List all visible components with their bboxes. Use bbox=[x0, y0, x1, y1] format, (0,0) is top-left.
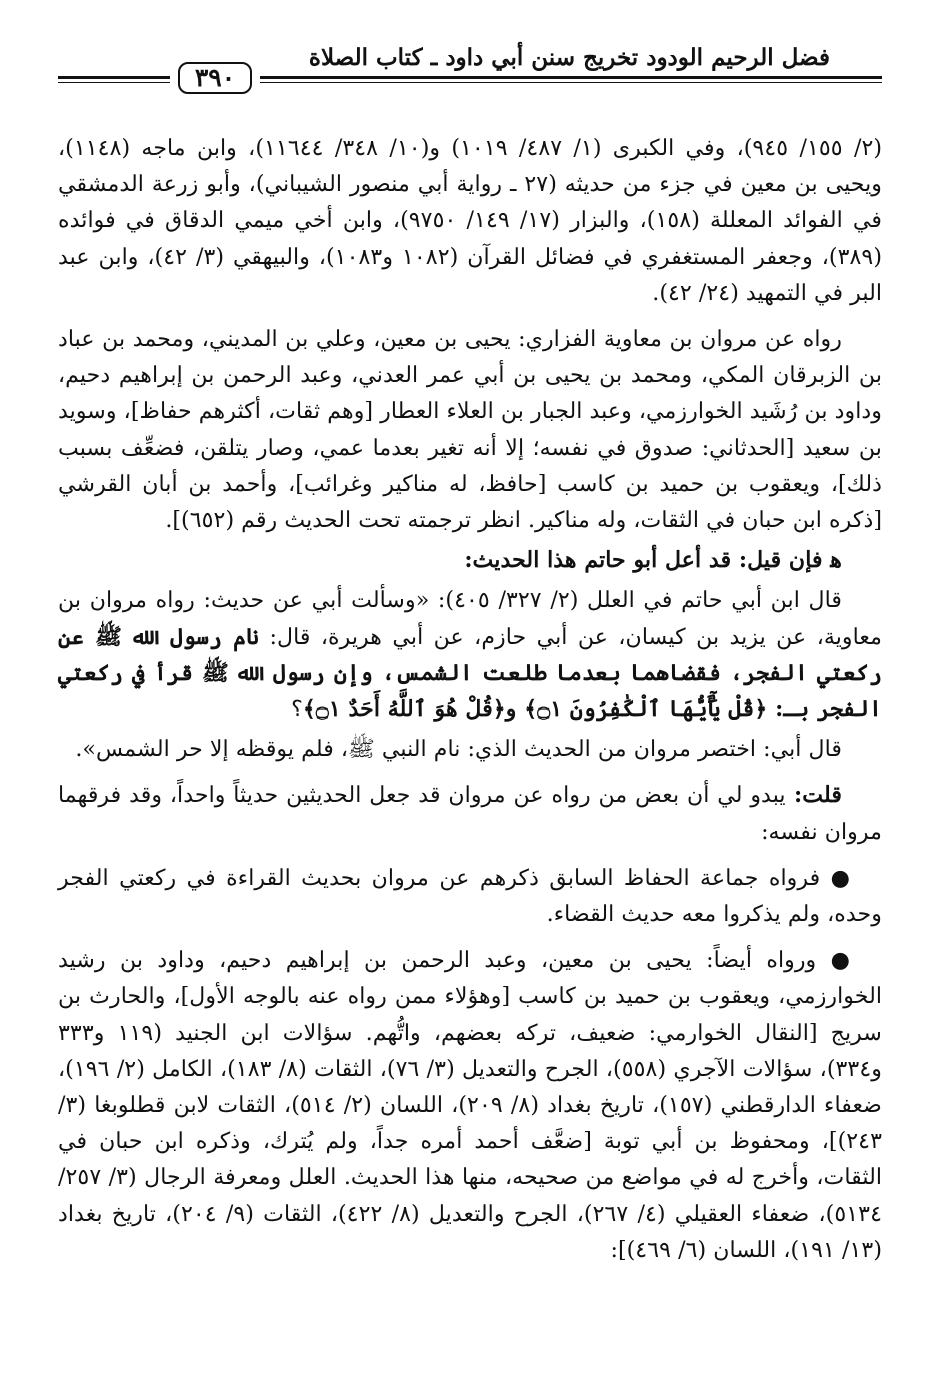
page-header bbox=[58, 0, 882, 98]
author-note-label: قلت: bbox=[785, 782, 842, 809]
page-body bbox=[58, 130, 882, 1268]
author-note-text: يبدو لي أن بعض من رواه عن مروان قد جعل الحديثين حديثاً واحداً، وقد فرقهما مروان نفسه: bbox=[58, 782, 882, 845]
quote-intro: قال ابن أبي حاتم في العلل (٢/ ٣٢٧/ ٤٠٥): «وسألت أبي عن حديث: رواه مروان بن معاوية، عن يزيد بن كيسان، عن أبي حازم، عن أبي هريرة، قال: bbox=[58, 587, 882, 650]
bullet-item: ● فرواه جماعة الحفاظ السابق ذكرهم عن مروان بحديث القراءة في ركعتي الفجر وحده، ولم يذكروا معه حديث القضاء. bbox=[58, 864, 882, 928]
running-title: فضل الرحيم الودود تخريج سنن أبي داود ـ كتاب الصلاة bbox=[308, 44, 830, 71]
paragraph-abu-hatim: قال أبي: اختصر مروان من الحديث الذي: نام النبي ﷺ، فلم يوقظه إلا حر الشمس». bbox=[75, 736, 842, 763]
quote-end: ؟ bbox=[291, 696, 303, 723]
question-heading: ﻫ فإن قيل: قد أعل أبو حاتم هذا الحديث: bbox=[464, 547, 842, 574]
bullet-item: ● ورواه أيضاً: يحيى بن معين، وعبد الرحمن بن إبراهيم دحيم، وداود بن رشيد الخوارزمي، ويعقوب بن حميد بن كاسب [وهؤلاء ممن رواه عنه بالوجه الأول]، والحارث بن سريج [النقال الخوارمي: ضعيف، تركه بعضهم، واتُّهم. سؤالات ابن الجنيد (١١٩ و٣٣٣ و٣٣٤)، سؤالات الآجري (٥٥٨)، الجرح والتعديل (٣/ ٧٦)، الثقات (٨/ ١٨٣)، الكامل (٢/ ١٩٦)، ضعفاء الدارقطني (١٥٧)، تاريخ بغداد (٨/ ٢٠٩)، اللسان (٢/ ٥١٤)، الثقات لابن قطلوبغا (٣/ ٢٤٣)]، ومحفوظ بن أبي توبة [ضعَّف أحمد أمره جداً، ولم يُترك، وذكره ابن حبان في الثقات، وأخرج له في مواضع من صحيحه، منها هذا الحديث. العلل ومعرفة الرجال (٣/ ٢٥٧/ ٥١٣٤)، ضعفاء العقيلي (٤/ ٢٦٧)، الجرح والتعديل (٨/ ٤٢٢)، الثقات (٩/ ٢٠٤)، تاريخ بغداد (١٣/ ١٩١)، اللسان (٦/ ٤٦٩)]: bbox=[58, 947, 883, 1263]
paragraph-ilal-quote bbox=[58, 582, 882, 727]
paragraph-references: (٢/ ١٥٥/ ٩٤٥)، وفي الكبرى (١/ ٤٨٧/ ١٠١٩) و(١٠/ ٣٤٨/ ١١٦٤٤)، وابن ماجه (١١٤٨)، ويحيى بن معين في جزء من حديثه (٢٧ ـ رواية أبي منصور الشيباني)، وأبو زرعة الدمشقي في الفوائد المعللة (١٥٨)، والبزار (١٧/ ١٤٩/ ٩٧٥٠)، وابن أخي ميمي الدقاق في فوائده (٣٨٩)، وجعفر المستغفري في فضائل القرآن (١٠٨٢ و١٠٨٣)، والبيهقي (٣/ ٤٢)، وابن عبد البر في التمهيد (٢٤/ ٤٢). bbox=[58, 135, 883, 306]
page-number: ٣٩٠ bbox=[194, 63, 236, 92]
page-number-frame bbox=[170, 58, 260, 98]
hadith-text: نام رسول الله ﷺ عن ركعتي الفجر، فقضاهما بعدما طلعت الشمس، وإن رسول الله ﷺ قرأ في ركعتي الفجر بـ: ﴿قُلْ يَٰٓأَيُّهَا ٱلْكَٰفِرُونَ ۝١﴾ و﴿قُلْ هُوَ ٱللَّهُ أَحَدٌ ۝١﴾ bbox=[58, 623, 882, 723]
paragraph-narrators: رواه عن مروان بن معاوية الفزاري: يحيى بن معين، وعلي بن المديني، ومحمد بن عباد بن الزبرقان المكي، ومحمد بن يحيى بن أبي عمر العدني، وعبد الرحمن بن إبراهيم دحيم، وداود بن رُشَيد الخوارزمي، وعبد الجبار بن العلاء العطار [وهم ثقات، أكثرهم حفاظ]، وسويد بن سعيد [الحدثاني: صدوق في نفسه؛ إلا أنه تغير بعدما عمي، وصار يتلقن، فضعِّف بسبب ذلك]، ويعقوب بن حميد بن كاسب [حافظ، له مناكير وغرائب]، وأحمد بن أبان القرشي [ذكره ابن حبان في الثقات، وله مناكير. انظر ترجمته تحت الحديث رقم (٦٥٢)]. bbox=[58, 326, 882, 534]
paragraph-author-note bbox=[58, 777, 882, 849]
